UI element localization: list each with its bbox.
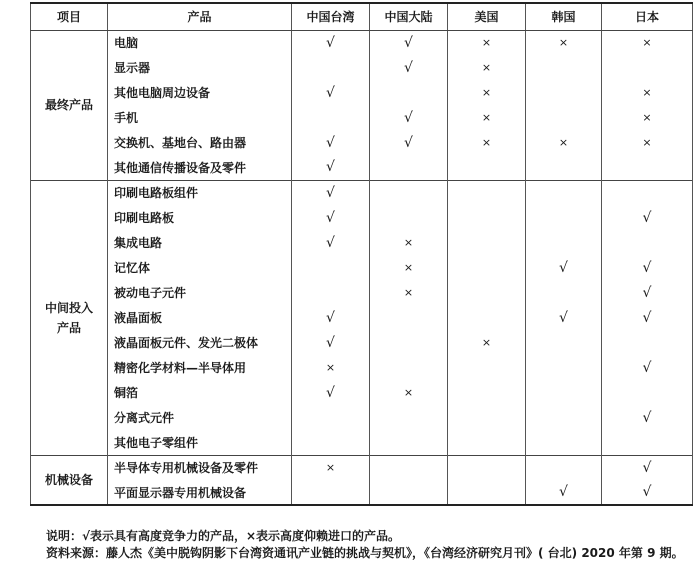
header-row <box>31 3 693 30</box>
mark-cell-korea <box>526 80 602 105</box>
mark-cell-japan <box>602 205 693 230</box>
mark-cell-usa <box>448 480 526 505</box>
check-mark-icon: √ <box>642 409 652 426</box>
mark-cell-japan <box>602 355 693 380</box>
mark-cell-usa <box>448 305 526 330</box>
mark-cell-taiwan <box>292 130 370 155</box>
check-mark-icon: √ <box>404 109 413 126</box>
mark-cell-japan <box>602 305 693 330</box>
mark-cell-mainland <box>370 480 448 505</box>
header-item: 项目 <box>31 3 108 30</box>
mark-cell-korea <box>526 30 602 55</box>
mark-cell-usa <box>448 380 526 405</box>
product-cell: 其他电脑周边设备 <box>108 80 292 105</box>
mark-cell-usa <box>448 405 526 430</box>
header-region-usa: 美国 <box>448 3 526 30</box>
mark-cell-usa <box>448 430 526 455</box>
mark-cell-korea <box>526 380 602 405</box>
mark-cell-korea <box>526 180 602 205</box>
check-mark-icon: √ <box>404 134 413 151</box>
table-notes <box>46 528 686 562</box>
mark-cell-mainland <box>370 130 448 155</box>
cross-mark-icon: × <box>325 361 336 374</box>
mark-cell-usa <box>448 280 526 305</box>
table-row <box>31 55 693 80</box>
mark-cell-korea <box>526 405 602 430</box>
table-row <box>31 305 693 330</box>
table-row <box>31 155 693 180</box>
check-mark-icon: √ <box>326 84 335 101</box>
mark-cell-korea <box>526 455 602 480</box>
table-row <box>31 380 693 405</box>
mark-cell-japan <box>602 455 693 480</box>
cross-mark-icon: × <box>325 461 336 475</box>
mark-cell-japan <box>602 130 693 155</box>
mark-cell-mainland <box>370 155 448 180</box>
table-row <box>31 30 693 55</box>
mark-cell-japan <box>602 380 693 405</box>
check-mark-icon: √ <box>326 184 335 201</box>
cross-mark-icon: × <box>558 36 569 50</box>
cross-mark-icon: × <box>481 111 492 124</box>
mark-cell-japan <box>602 480 693 505</box>
mark-cell-korea <box>526 230 602 255</box>
mark-cell-mainland <box>370 30 448 55</box>
check-mark-icon: √ <box>642 259 652 276</box>
check-mark-icon: √ <box>559 259 568 276</box>
category-cell <box>31 180 108 455</box>
mark-cell-mainland <box>370 355 448 380</box>
cross-mark-icon: × <box>642 86 652 99</box>
mark-cell-japan <box>602 280 693 305</box>
table-row <box>31 80 693 105</box>
header-region-mainland: 中国大陆 <box>370 3 448 30</box>
cross-mark-icon: × <box>481 336 492 349</box>
table-row <box>31 480 693 505</box>
mark-cell-taiwan <box>292 305 370 330</box>
mark-cell-mainland <box>370 330 448 355</box>
mark-cell-taiwan <box>292 155 370 180</box>
mark-cell-taiwan <box>292 380 370 405</box>
check-mark-icon: √ <box>326 209 335 226</box>
product-cell: 液晶面板元件、发光二极体 <box>108 330 292 355</box>
table-row <box>31 180 693 205</box>
table-body <box>31 30 693 505</box>
mark-cell-mainland <box>370 380 448 405</box>
product-cell: 电脑 <box>108 30 292 55</box>
mark-cell-usa <box>448 155 526 180</box>
product-cell: 液晶面板 <box>108 305 292 330</box>
mark-cell-usa <box>448 230 526 255</box>
cross-mark-icon: × <box>558 136 569 149</box>
mark-cell-korea <box>526 305 602 330</box>
table-row <box>31 330 693 355</box>
product-cell: 平面显示器专用机械设备 <box>108 480 292 505</box>
product-cell: 集成电路 <box>108 230 292 255</box>
check-mark-icon: √ <box>559 484 568 500</box>
mark-cell-japan <box>602 430 693 455</box>
mark-cell-japan <box>602 155 693 180</box>
table-row <box>31 430 693 455</box>
product-cell: 精密化学材料—半导体用 <box>108 355 292 380</box>
cross-mark-icon: × <box>642 36 652 50</box>
mark-cell-usa <box>448 180 526 205</box>
table-row <box>31 280 693 305</box>
mark-cell-taiwan <box>292 80 370 105</box>
mark-cell-japan <box>602 80 693 105</box>
cross-mark-icon: × <box>403 286 414 299</box>
cross-mark-icon: × <box>481 36 492 50</box>
mark-cell-taiwan <box>292 280 370 305</box>
product-cell: 交换机、基地台、路由器 <box>108 130 292 155</box>
check-mark-icon: √ <box>642 359 652 376</box>
mark-cell-usa <box>448 80 526 105</box>
mark-cell-mainland <box>370 105 448 130</box>
header-region-japan: 日本 <box>602 3 693 30</box>
cross-mark-icon: × <box>481 136 492 149</box>
mark-cell-taiwan <box>292 255 370 280</box>
product-cell: 印刷电路板组件 <box>108 180 292 205</box>
product-cell: 铜箔 <box>108 380 292 405</box>
mark-cell-taiwan <box>292 230 370 255</box>
table-row <box>31 230 693 255</box>
product-cell: 半导体专用机械设备及零件 <box>108 455 292 480</box>
mark-cell-usa <box>448 105 526 130</box>
mark-cell-korea <box>526 480 602 505</box>
mark-cell-korea <box>526 280 602 305</box>
product-cell: 手机 <box>108 105 292 130</box>
mark-cell-korea <box>526 205 602 230</box>
mark-cell-taiwan <box>292 180 370 205</box>
header-region-taiwan: 中国台湾 <box>292 3 370 30</box>
product-cell: 分离式元件 <box>108 405 292 430</box>
mark-cell-mainland <box>370 455 448 480</box>
mark-cell-taiwan <box>292 30 370 55</box>
mark-cell-japan <box>602 330 693 355</box>
mark-cell-mainland <box>370 430 448 455</box>
mark-cell-taiwan <box>292 455 370 480</box>
mark-cell-mainland <box>370 80 448 105</box>
mark-cell-korea <box>526 430 602 455</box>
mark-cell-usa <box>448 30 526 55</box>
check-mark-icon: √ <box>642 484 652 500</box>
table-row <box>31 405 693 430</box>
cross-mark-icon: × <box>642 136 652 149</box>
mark-cell-mainland <box>370 180 448 205</box>
mark-cell-japan <box>602 405 693 430</box>
header-product: 产品 <box>108 3 292 30</box>
product-cell: 显示器 <box>108 55 292 80</box>
check-mark-icon: √ <box>404 34 413 51</box>
mark-cell-usa <box>448 205 526 230</box>
mark-cell-taiwan <box>292 405 370 430</box>
mark-cell-mainland <box>370 305 448 330</box>
check-mark-icon: √ <box>642 209 652 226</box>
mark-cell-korea <box>526 55 602 80</box>
check-mark-icon: √ <box>326 134 335 151</box>
mark-cell-korea <box>526 255 602 280</box>
product-cell: 记忆体 <box>108 255 292 280</box>
mark-cell-taiwan <box>292 480 370 505</box>
mark-cell-usa <box>448 55 526 80</box>
mark-cell-japan <box>602 30 693 55</box>
product-cell: 其他通信传播设备及零件 <box>108 155 292 180</box>
product-cell: 印刷电路板 <box>108 205 292 230</box>
mark-cell-usa <box>448 255 526 280</box>
mark-cell-taiwan <box>292 330 370 355</box>
cross-mark-icon: × <box>481 61 492 74</box>
mark-cell-taiwan <box>292 105 370 130</box>
source-note: 资料来源：藤人杰《美中脱钩阴影下台湾资通讯产业链的挑战与契机》，《台湾经济研究月刊》( 台北) 2020 年第 9 期。 <box>46 546 684 560</box>
check-mark-icon: √ <box>326 34 335 51</box>
table-row <box>31 255 693 280</box>
product-cell: 其他电子零组件 <box>108 430 292 455</box>
cross-mark-icon: × <box>481 86 492 99</box>
mark-cell-mainland <box>370 405 448 430</box>
mark-cell-taiwan <box>292 205 370 230</box>
mark-cell-taiwan <box>292 55 370 80</box>
check-mark-icon: √ <box>404 59 413 76</box>
mark-cell-korea <box>526 105 602 130</box>
mark-cell-mainland <box>370 205 448 230</box>
header-region-korea: 韩国 <box>526 3 602 30</box>
mark-cell-japan <box>602 105 693 130</box>
table-row <box>31 355 693 380</box>
mark-cell-mainland <box>370 255 448 280</box>
mark-cell-japan <box>602 180 693 205</box>
category-label-line: 中间投入 <box>44 300 93 315</box>
mark-cell-usa <box>448 330 526 355</box>
cross-mark-icon: × <box>642 111 652 124</box>
table-row <box>31 205 693 230</box>
category-cell: 机械设备 <box>31 455 108 505</box>
competitiveness-table <box>30 2 693 506</box>
check-mark-icon: √ <box>326 334 335 351</box>
mark-cell-usa <box>448 130 526 155</box>
mark-cell-korea <box>526 330 602 355</box>
check-mark-icon: √ <box>326 159 335 176</box>
mark-cell-korea <box>526 130 602 155</box>
mark-cell-korea <box>526 155 602 180</box>
check-mark-icon: √ <box>326 384 335 401</box>
category-label-line: 产品 <box>56 320 81 335</box>
table-row <box>31 455 693 480</box>
check-mark-icon: √ <box>642 284 652 301</box>
check-mark-icon: √ <box>559 309 568 326</box>
mark-cell-usa <box>448 355 526 380</box>
explanation-note: 说明：√表示具有高度竞争力的产品，×表示高度仰赖进口的产品。 <box>46 529 401 543</box>
table-row <box>31 130 693 155</box>
check-mark-icon: √ <box>642 459 652 476</box>
mark-cell-mainland <box>370 230 448 255</box>
check-mark-icon: √ <box>326 309 335 326</box>
table-row <box>31 105 693 130</box>
check-mark-icon: √ <box>326 234 335 251</box>
category-cell: 最终产品 <box>31 30 108 180</box>
check-mark-icon: √ <box>642 309 652 326</box>
cross-mark-icon: × <box>403 236 414 249</box>
mark-cell-japan <box>602 55 693 80</box>
mark-cell-japan <box>602 230 693 255</box>
mark-cell-korea <box>526 355 602 380</box>
mark-cell-mainland <box>370 280 448 305</box>
product-cell: 被动电子元件 <box>108 280 292 305</box>
mark-cell-usa <box>448 455 526 480</box>
mark-cell-japan <box>602 255 693 280</box>
cross-mark-icon: × <box>403 261 414 274</box>
cross-mark-icon: × <box>403 386 414 399</box>
mark-cell-taiwan <box>292 355 370 380</box>
mark-cell-taiwan <box>292 430 370 455</box>
mark-cell-mainland <box>370 55 448 80</box>
